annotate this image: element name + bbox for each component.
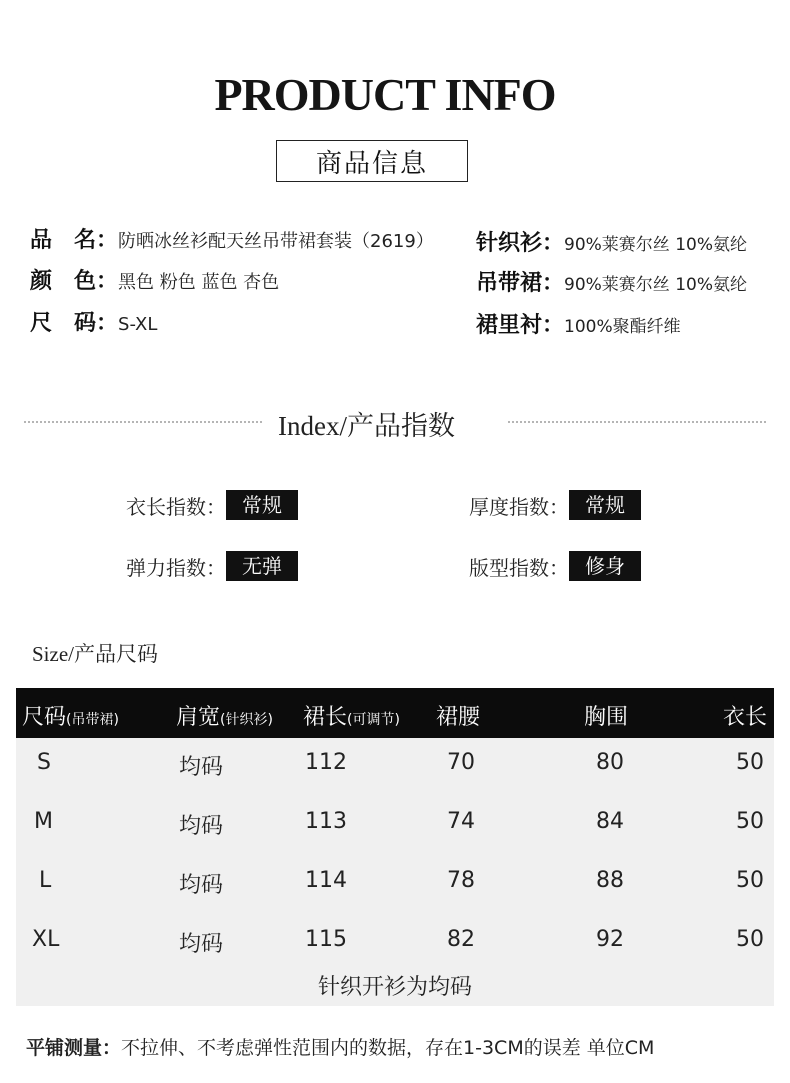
table-cell: 88	[596, 868, 624, 893]
info-value: 防晒冰丝衫配天丝吊带裙套装（2619）	[118, 231, 434, 252]
th-bust	[584, 700, 628, 731]
subtitle-box	[276, 140, 468, 182]
index-item-thickness	[469, 490, 641, 520]
th-shoulder	[176, 700, 273, 731]
table-cell: 80	[596, 750, 624, 775]
index-label: 弹力指数：	[126, 555, 226, 580]
th-length	[723, 700, 767, 731]
index-badge: 修身	[569, 551, 641, 581]
table-cell: 50	[736, 927, 764, 952]
th-sub: (吊带裙)	[66, 712, 119, 728]
info-value: S-XL	[118, 314, 158, 335]
measurement-note	[26, 1033, 654, 1060]
info-row-size	[30, 306, 157, 337]
table-cell: 均码	[179, 873, 224, 898]
index-label: 版型指数：	[469, 555, 569, 580]
th-main: 胸围	[584, 705, 629, 730]
table-cell: 114	[305, 868, 347, 893]
index-item-length	[126, 490, 298, 520]
th-sub: (针织衫)	[220, 712, 273, 728]
info-label: 品 名：	[30, 228, 119, 253]
info-row-color	[30, 264, 279, 295]
info-row-dress	[476, 266, 747, 297]
table-note: 针织开衫为均码	[317, 975, 472, 1000]
table-cell: 50	[736, 750, 764, 775]
th-size	[22, 700, 119, 731]
index-title: Index/产品指数	[278, 411, 455, 441]
table-cell: 113	[305, 809, 347, 834]
table-cell: L	[39, 868, 52, 893]
table-cell: 84	[596, 809, 624, 834]
table-cell: 74	[447, 809, 475, 834]
table-cell: 50	[736, 868, 764, 893]
page-title: PRODUCT INFO	[214, 69, 556, 120]
index-badge: 常规	[226, 490, 298, 520]
info-value: 90%莱赛尔丝 10%氨纶	[564, 275, 747, 295]
table-cell: 均码	[179, 932, 224, 957]
th-main: 裙长	[303, 705, 348, 730]
table-cell: 92	[596, 927, 624, 952]
subtitle-text: 商品信息	[315, 148, 428, 179]
index-label: 衣长指数：	[126, 494, 226, 519]
info-value: 100%聚酯纤维	[564, 317, 681, 337]
info-label: 针织衫：	[476, 231, 565, 256]
table-cell: XL	[32, 927, 60, 952]
info-value: 90%莱赛尔丝 10%氨纶	[564, 235, 747, 255]
th-main: 肩宽	[176, 705, 221, 730]
info-label: 裙里衬：	[476, 313, 565, 338]
index-item-fit	[469, 551, 641, 581]
table-cell: 70	[447, 750, 475, 775]
table-cell: M	[34, 809, 53, 834]
index-badge: 无弹	[226, 551, 298, 581]
th-main: 裙腰	[436, 705, 481, 730]
measurement-text: 不拉伸、不考虑弹性范围内的数据，存在1-3CM的误差 单位CM	[121, 1037, 655, 1059]
info-label: 颜 色：	[30, 269, 119, 294]
divider-right	[508, 421, 766, 423]
info-label: 尺 码：	[30, 311, 119, 336]
table-cell: 50	[736, 809, 764, 834]
table-cell: 78	[447, 868, 475, 893]
size-title: Size/产品尺码	[32, 642, 158, 666]
info-label: 吊带裙：	[476, 271, 565, 296]
th-main: 衣长	[723, 705, 768, 730]
th-waist	[436, 700, 480, 731]
table-cell: 82	[447, 927, 475, 952]
th-main: 尺码	[22, 705, 67, 730]
info-row-knit	[476, 226, 747, 257]
index-label: 厚度指数：	[469, 494, 569, 519]
table-cell: 115	[305, 927, 347, 952]
info-row-lining	[476, 308, 681, 339]
index-item-elasticity	[126, 551, 298, 581]
th-skirt-length	[303, 700, 400, 731]
measurement-label: 平铺测量：	[26, 1037, 122, 1059]
divider-left	[24, 421, 262, 423]
th-sub: (可调节)	[347, 712, 400, 728]
table-cell: 均码	[179, 814, 224, 839]
info-row-name	[30, 223, 434, 254]
table-cell: S	[37, 750, 51, 775]
table-cell: 均码	[179, 755, 224, 780]
info-value: 黑色 粉色 蓝色 杏色	[118, 272, 280, 293]
index-badge: 常规	[569, 490, 641, 520]
table-cell: 112	[305, 750, 347, 775]
